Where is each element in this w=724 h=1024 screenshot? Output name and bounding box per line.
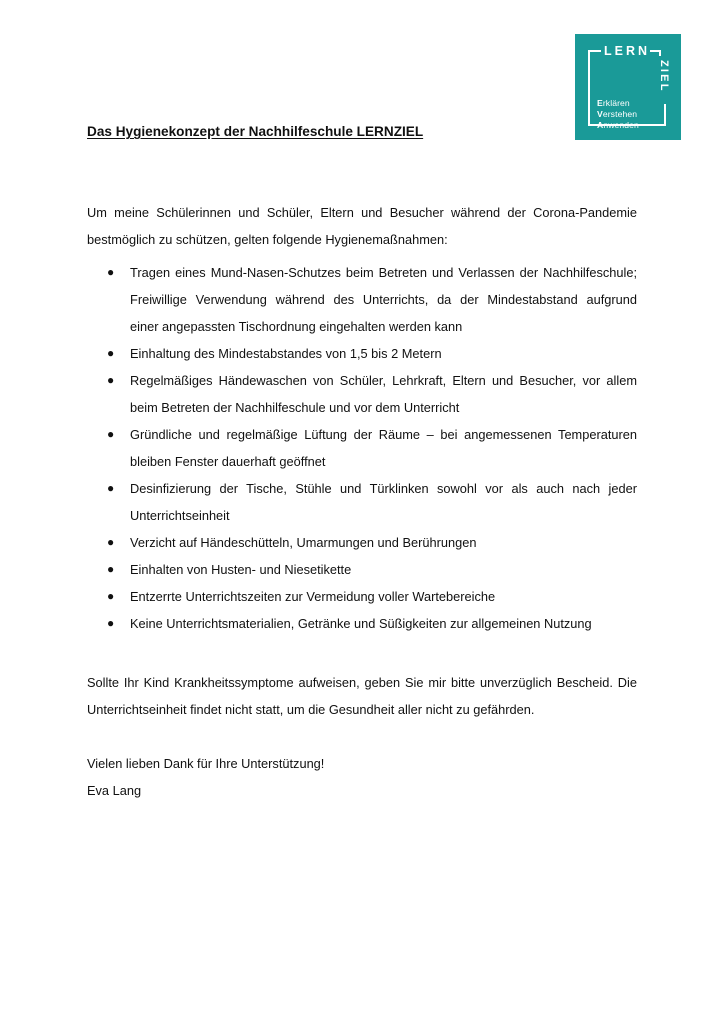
list-item: ● Desinfizierung der Tische, Stühle und Türklinken sowohl vor als auch nach jeder Unterrichtseinheit	[87, 475, 637, 529]
list-item: ● Entzerrte Unterrichtszeiten zur Vermeidung voller Wartebereiche	[87, 583, 637, 610]
closing-line-2: Unterrichtseinheit findet nicht statt, um die Gesundheit aller nicht zu gefährden.	[87, 702, 535, 717]
intro-line-2: bestmöglich zu schützen, gelten folgende Hygienemaßnahmen:	[87, 232, 448, 247]
bullet-icon: ●	[107, 535, 115, 549]
document-title: Das Hygienekonzept der Nachhilfeschule LERNZIEL	[87, 124, 424, 139]
bullet-icon: ●	[107, 346, 115, 360]
list-item: ● Keine Unterrichtsmaterialien, Getränke und Süßigkeiten zur allgemeinen Nutzung	[87, 610, 637, 637]
logo-line-1: Erklären	[597, 98, 630, 108]
thanks-line: Vielen lieben Dank für Ihre Unterstützung!	[87, 756, 325, 771]
closing-paragraph	[87, 669, 637, 723]
bullet-icon: ●	[107, 481, 115, 495]
list-item: ● Einhalten von Husten- und Niesetikette	[87, 556, 637, 583]
list-item: ● Gründliche und regelmäßige Lüftung der Räume – bei angemessenen Temperaturen bleiben Fenster dauerhaft geöffnet	[87, 421, 637, 475]
list-item: ● Tragen eines Mund-Nasen-Schutzes beim Betreten und Verlassen der Nachhilfeschule; Freiwillige Verwendung während des Unterrichts, da der Mindestabstand aufgrund einer angepassten Tischordnung eingehalten werden kann	[87, 259, 637, 340]
bullet-icon: ●	[107, 373, 115, 387]
bullet-icon: ●	[107, 265, 115, 279]
logo-line-3: Anwenden	[597, 120, 639, 130]
logo-line-2: Verstehen	[597, 109, 638, 119]
signature: Eva Lang	[87, 783, 142, 798]
logo-tagline	[597, 98, 639, 131]
bullet-icon: ●	[107, 427, 115, 441]
intro-line-1: Um meine Schülerinnen und Schüler, Eltern und Besucher während der Corona-Pandemie	[87, 205, 637, 220]
list-item: ● Verzicht auf Händeschütteln, Umarmungen und Berührungen	[87, 529, 637, 556]
bullet-icon: ●	[107, 589, 115, 603]
list-item: ● Einhaltung des Mindestabstandes von 1,5 bis 2 Metern	[87, 340, 637, 367]
logo-word-top: LERN	[604, 44, 651, 58]
lernziel-logo	[575, 34, 681, 140]
bullet-icon: ●	[107, 562, 115, 576]
intro-paragraph	[87, 199, 637, 253]
hygiene-measures-list	[87, 259, 637, 637]
logo-word-side: ZIEL	[658, 60, 670, 93]
list-item: ● Regelmäßiges Händewaschen von Schüler, Lehrkraft, Eltern und Besucher, vor allem beim Betreten der Nachhilfeschule und vor dem Unterricht	[87, 367, 637, 421]
bullet-icon: ●	[107, 616, 115, 630]
thanks-block	[87, 750, 324, 804]
closing-line-1: Sollte Ihr Kind Krankheitssymptome aufweisen, geben Sie mir bitte unverzüglich Bescheid. Die	[87, 675, 637, 690]
